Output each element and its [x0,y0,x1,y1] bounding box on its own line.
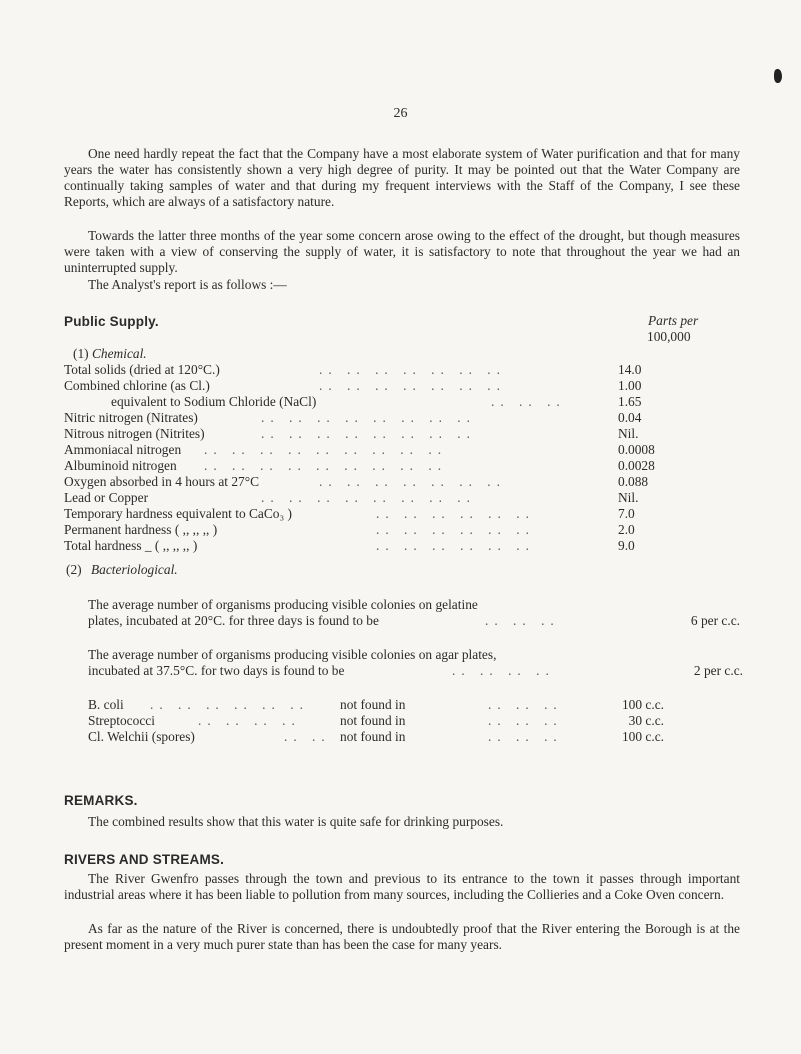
chemical-heading-label: Chemical. [91,346,147,361]
chemical-row-value: Nil. [618,426,639,441]
leader-dots: .. .. .. [491,394,566,409]
organism-value: 100 c.c. [621,697,664,712]
chemical-row-label: Permanent hardness ( ,, ,, ,, ) [64,522,218,537]
chemical-row-label: Nitric nitrogen (Nitrates) [64,410,198,425]
chemical-row-label: Combined chlorine (as Cl.) [64,378,210,393]
chemical-row-value: 9.0 [618,538,635,553]
leader-dots: .. .. .. .. .. .. [376,522,535,537]
organism-row [88,697,708,713]
intro-paragraph-1: One need hardly repeat the fact that the Company have a most elaborate system of Water purification and that for many years the water has consistently shown a very high degree of purity. It may be pointed out that the Water Company are continually taking samples of water and that during my frequent interviews with the Staff of the Company, I see these Reports, which are always of a satisfactory nature. [64,146,740,209]
intro-paragraph-2: Towards the latter three months of the year some concern arose owing to the effect of the drought, but though measures were taken with a view of conserving the supply of water, it is satisfactory to note that throughout the year we had an uninterrupted supply. [64,228,740,275]
remarks-heading: REMARKS. [64,793,138,808]
leader-dots: .. .. .. .. [452,663,555,678]
remarks-text: The combined results show that this water is quite safe for drinking purposes. [88,814,504,829]
organisms-table [88,697,708,745]
units-line-2: 100,000 [647,329,691,344]
bacteriological-heading [66,562,178,578]
ink-blot [774,69,782,83]
chemical-row-value: 0.0008 [618,442,655,457]
leader-dots: .. .. .. .. .. .. .. .. [261,410,476,425]
bacteriological-heading-label: Bacteriological. [90,562,178,577]
chemical-row-label: Ammoniacal nitrogen [64,442,182,457]
chemical-row-value: Nil. [618,490,639,505]
chemical-row-value: 2.0 [618,522,635,537]
chemical-row-label: Total hardness _ ( ,, ,, ,, ) [64,538,198,553]
chemical-row-value: 0.088 [618,474,649,489]
chemical-row-label: equivalent to Sodium Chloride (NaCl) [111,394,317,409]
organism-status: not found in [340,729,406,744]
leader-dots: .. .. .. [488,697,563,712]
chemical-row [64,362,704,378]
leader-dots: .. .. .. [488,713,563,728]
page-number: 26 [393,106,408,121]
organism-name: Cl. Welchii (spores) [88,729,195,744]
chemical-row [64,426,704,442]
organism-name: B. coli [88,697,124,712]
leader-dots: .. .. .. .. .. .. .. [319,474,506,489]
chemical-row-value: 1.00 [618,378,642,393]
leader-dots: .. .. .. .. .. .. [150,697,309,712]
leader-dots: .. .. .. [488,729,563,744]
chemical-row [64,458,704,474]
organism-value: 30 c.c. [628,713,664,728]
chemical-heading-number: (1) [73,346,89,361]
leader-dots: .. .. [284,729,331,744]
chemical-heading [73,346,147,362]
leader-dots: .. .. .. [485,613,560,628]
chemical-row [64,506,704,522]
leader-dots: .. .. .. .. .. .. .. .. [261,490,476,505]
intro-paragraph-3: The Analyst's report is as follows :— [88,277,287,292]
chemical-row-value: 1.65 [618,394,642,409]
organism-row [88,729,708,745]
chemical-row-label: Total solids (dried at 120°C.) [64,362,220,377]
leader-dots: .. .. .. .. [198,713,301,728]
rivers-paragraph-1: The River Gwenfro passes through the town and previous to its entrance to the town it passes through important industrial areas where it has been liable to pollution from many sources, including the Collieries and a Coke Oven concern. [64,871,740,902]
chemical-row-label: Nitrous nitrogen (Nitrites) [64,426,205,441]
organism-status: not found in [340,713,406,728]
organism-row [88,713,708,729]
chemical-row-value: 14.0 [618,362,642,377]
rivers-paragraph-2: As far as the nature of the River is concerned, there is undoubtedly proof that the River entering the Borough is at the present moment in a very much purer state than has been the case for many years. [64,921,740,952]
leader-dots: .. .. .. .. .. .. .. .. [261,426,476,441]
public-supply-heading: Public Supply. [64,314,159,329]
chemical-row [64,522,704,538]
chemical-row-label: Temporary hardness equivalent to CaCo₃ ) [64,506,292,521]
agar-value: 2 per c.c. [693,663,743,678]
leader-dots: .. .. .. .. .. .. .. [319,378,506,393]
chemical-row-label: Lead or Copper [64,490,149,505]
bacteriological-heading-number: (2) [66,562,82,577]
gelatine-line-2: plates, incubated at 20°C. for three days is found to be [88,613,379,628]
rivers-heading: RIVERS AND STREAMS. [64,852,225,867]
organism-value: 100 c.c. [621,729,664,744]
leader-dots: .. .. .. .. .. .. .. .. .. [204,458,448,473]
chemical-row-value: 7.0 [618,506,635,521]
gelatine-value: 6 per c.c. [690,613,740,628]
gelatine-line-1: The average number of organisms producing visible colonies on gelatine [88,597,478,612]
chemical-table [64,362,704,554]
leader-dots: .. .. .. .. .. .. .. .. .. [204,442,448,457]
chemical-row [64,490,704,506]
chemical-row [64,538,704,554]
leader-dots: .. .. .. .. .. .. [376,538,535,553]
chemical-row [64,442,704,458]
chemical-row [64,410,704,426]
chemical-row-label: Albuminoid nitrogen [64,458,177,473]
chemical-row-value: 0.04 [618,410,642,425]
chemical-row [64,394,704,410]
agar-line-2: incubated at 37.5°C. for two days is found to be [88,663,345,678]
chemical-row [64,378,704,394]
chemical-row-label: Oxygen absorbed in 4 hours at 27°C [64,474,260,489]
leader-dots: .. .. .. .. .. .. [376,506,535,521]
agar-line-1: The average number of organisms producing visible colonies on agar plates, [88,647,497,662]
chemical-row-value: 0.0028 [618,458,655,473]
organism-status: not found in [340,697,406,712]
organism-name: Streptococci [88,713,155,728]
chemical-row [64,474,704,490]
leader-dots: .. .. .. .. .. .. .. [319,362,506,377]
units-line-1: Parts per [648,313,699,328]
